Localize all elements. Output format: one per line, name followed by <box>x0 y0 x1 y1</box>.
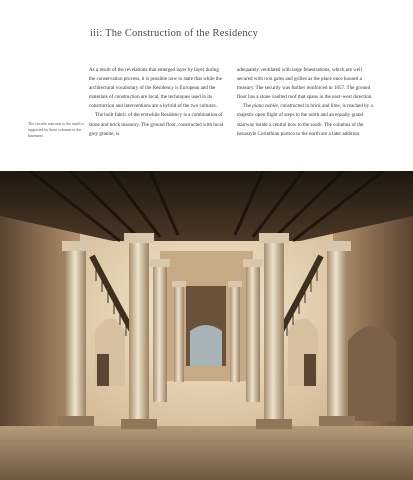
text-run: The <box>243 103 253 110</box>
page-title: iii: The Construction of the Residency <box>90 28 259 39</box>
text-run: , constructed in brick and lime, is reached by a majestic open flight of steps to the north and an equally grand stairway inside a central bow to the south. The columns of the hexastyle Corinthian portico to the north are a later addition <box>237 103 373 137</box>
basement-colonnade-photo <box>0 171 413 480</box>
paragraph: The built fabric of the erstwhile Residency is a combination of stone and brick masonry. The ground floor, constructed with local grey granite, is <box>89 112 224 137</box>
paragraph <box>237 102 374 138</box>
text-column-left <box>89 66 226 139</box>
italic-term: piano nobile <box>252 103 278 110</box>
paragraph: As a result of the revelations that emerged layer by layer during the conservation process, it is possible now to state that while the architectural vocabulary of the Residency is European and the materials of construction are local, the techniques used in its construction and interventions are a hybrid of the two cultures. <box>89 67 222 110</box>
text-column-right <box>237 66 374 139</box>
paragraph: adequately ventilated with large fenestrations, which are well secured with iron gates and grilles as the place once housed a treasury. The security was further reinforced in 1857. The ground floor has a stone vaulted roof that spans in the east–west direction. <box>237 67 373 101</box>
photo-caption: The circular staircase to the south is supported by these columns in the basement. <box>28 122 84 139</box>
photo-illustration <box>0 171 413 480</box>
